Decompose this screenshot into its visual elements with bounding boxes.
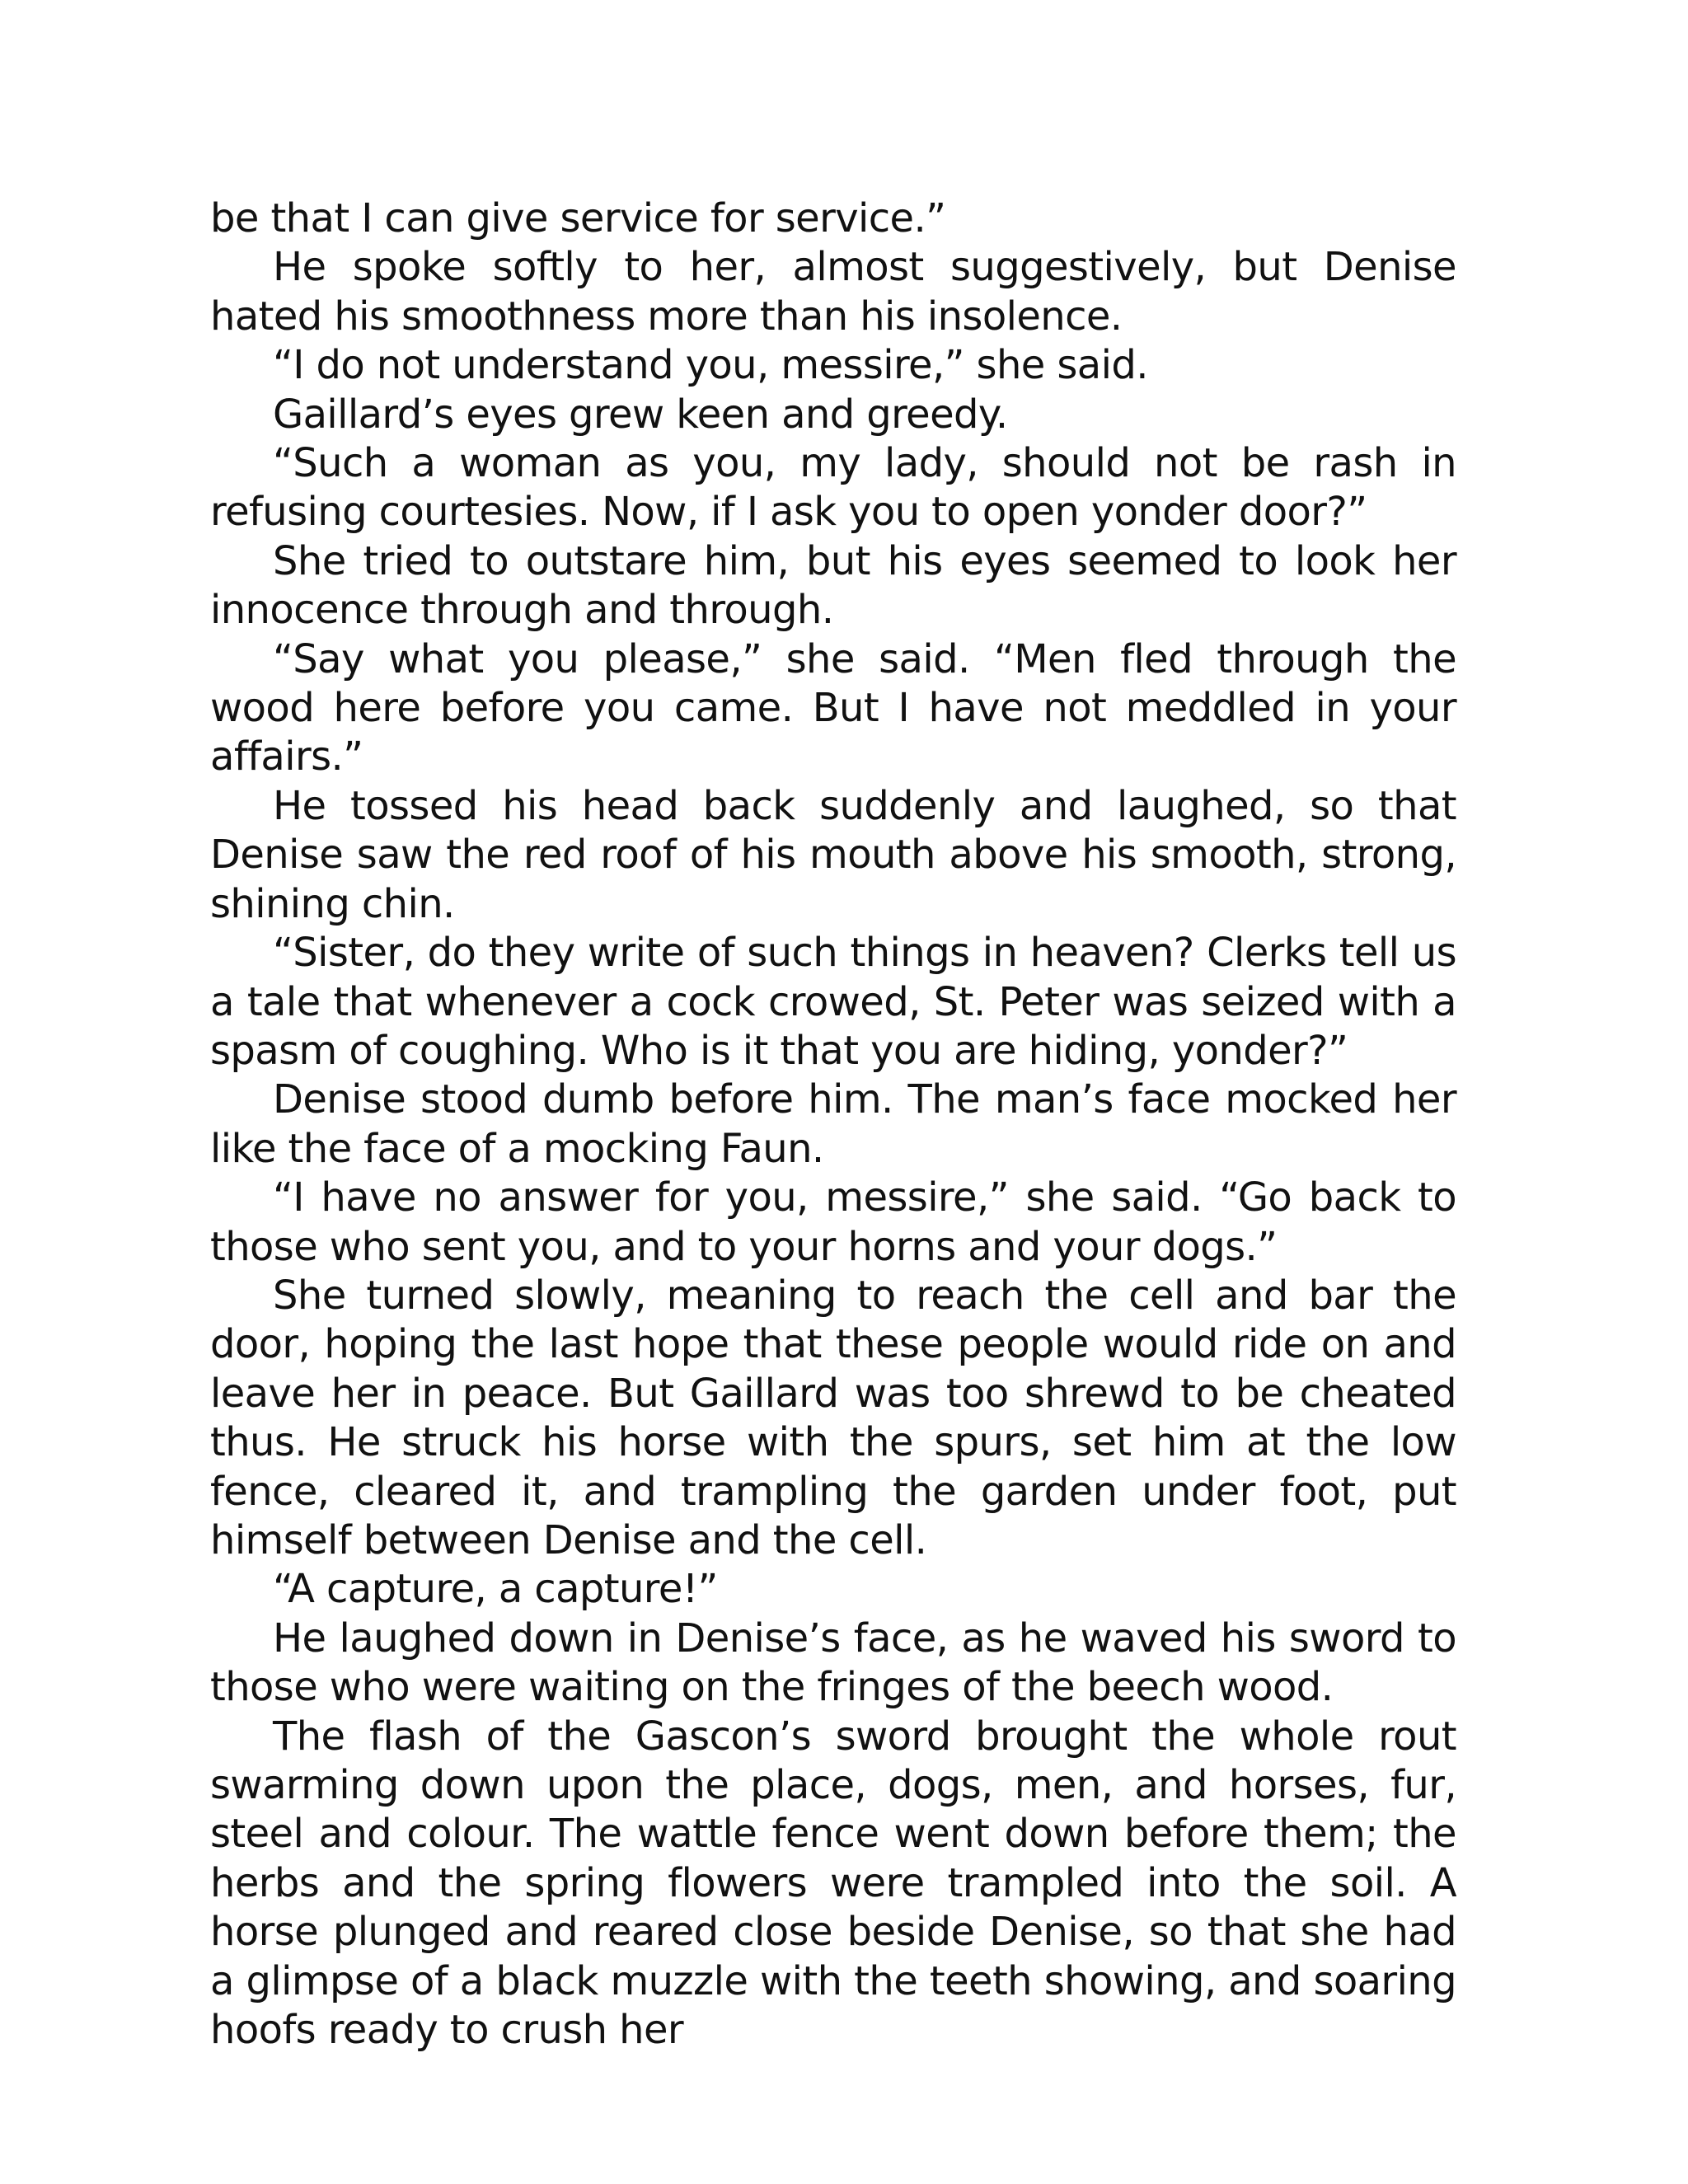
- paragraph: “A capture, a capture!”: [273, 1566, 718, 1613]
- paragraph: “I do not understand you, messire,” she said.: [273, 342, 1148, 389]
- paragraph: The flash of the Gascon’s sword brought the whole rout swarming down upon the place, dogs, men, and horses, fur, steel and colour. The wattle fence went down before them; the herbs and the spring flowers were trampled into the soil. A horse plunged and reared close beside Denise, so that she had a glimpse of a black muzzle with the teeth showing, and soaring hoofs ready to crush her: [210, 1713, 1456, 2054]
- paragraph: He laughed down in Denise’s face, as he waved his sword to those who were waiting on the fringes of the beech wood.: [210, 1615, 1456, 1711]
- paragraph: She tried to outstare him, but his eyes seemed to look her innocence through and through.: [210, 537, 1456, 634]
- paragraph: “Say what you please,” she said. “Men fled through the wood here before you came. But I have not meddled in your affairs.”: [210, 635, 1456, 780]
- paragraph: be that I can give service for service.”: [210, 195, 946, 241]
- paragraph: He tossed his head back suddenly and laughed, so that Denise saw the red roof of his mouth above his smooth, strong, shining chin.: [210, 782, 1456, 927]
- body-text: [210, 194, 1456, 2055]
- paragraph: He spoke softly to her, almost suggestively, but Denise hated his smoothness more than his insolence.: [210, 244, 1456, 340]
- paragraph: She turned slowly, meaning to reach the cell and bar the door, hoping the last hope that these people would ride on and leave her in peace. But Gaillard was too shrewd to be cheated thus. He struck his horse with the spurs, set him at the low fence, cleared it, and trampling the garden under foot, put himself between Denise and the cell.: [210, 1272, 1456, 1563]
- paragraph: “I have no answer for you, messire,” she said. “Go back to those who sent you, and to your horns and your dogs.”: [210, 1174, 1456, 1270]
- paragraph: “Sister, do they write of such things in heaven? Clerks tell us a tale that whenever a cock crowed, St. Peter was seized with a spasm of coughing. Who is it that you are hiding, yonder?”: [210, 930, 1456, 1074]
- paragraph: Gaillard’s eyes grew keen and greedy.: [273, 391, 1008, 438]
- paragraph: Denise stood dumb before him. The man’s face mocked her like the face of a mocking Faun.: [210, 1076, 1456, 1172]
- paragraph: “Such a woman as you, my lady, should not be rash in refusing courtesies. Now, if I ask you to open yonder door?”: [210, 440, 1456, 536]
